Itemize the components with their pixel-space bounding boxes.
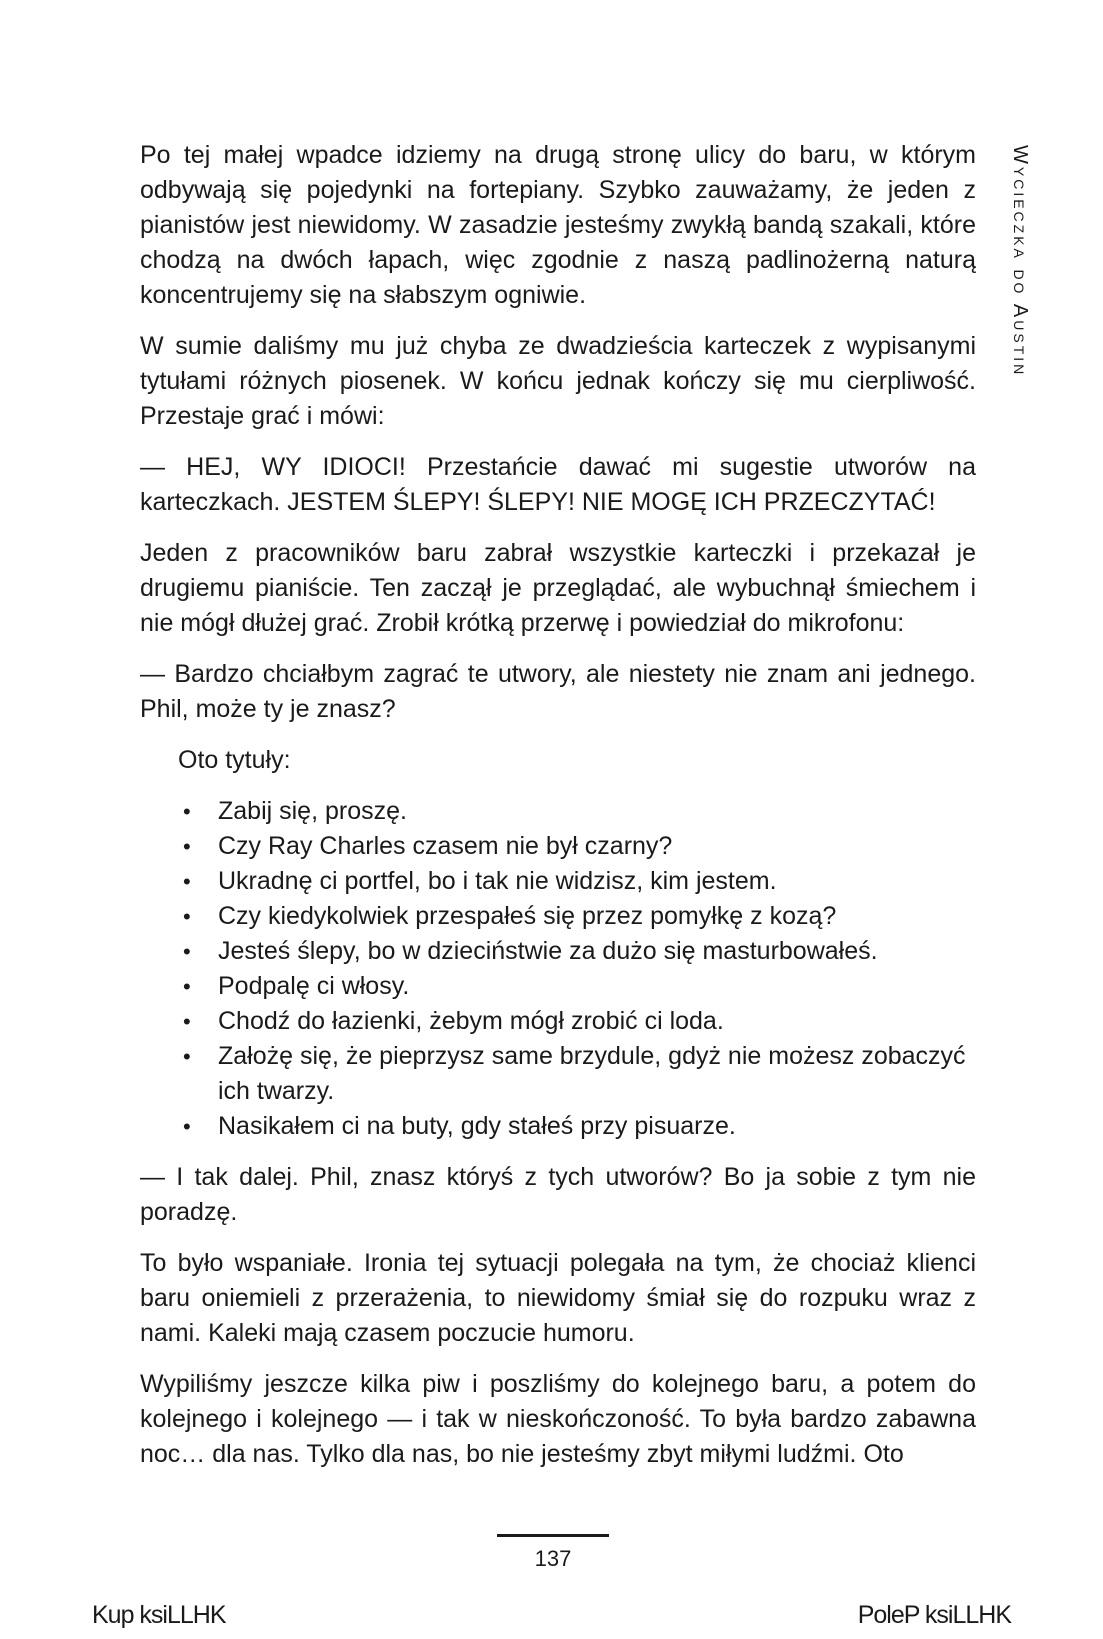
bullet-icon: • bbox=[183, 1009, 191, 1034]
list-item bbox=[140, 864, 976, 899]
paragraph: Po tej małej wpadce idziemy na drugą stronę ulicy do baru, w którym odbywają się pojedynki na fortepiany. Szybko zauważamy, że jeden z pianistów jest niewidomy. W zasadzie jesteśmy zwykłą bandą szakali, które chodzą na dwóch łapach, więc zgodnie z naszą padlinożerną naturą koncentrujemy się na słabszym ogniwie. bbox=[140, 141, 976, 309]
body-text bbox=[140, 138, 976, 1488]
list-item-text: Ukradnę ci portfel, bo i tak nie widzisz, kim jestem. bbox=[218, 867, 777, 895]
dialogue-paragraph: — I tak dalej. Phil, znasz któryś z tych utworów? Bo ja sobie z tym nie poradzę. bbox=[140, 1163, 976, 1226]
dialogue-paragraph: — Bardzo chciałbym zagrać te utwory, ale niestety nie znam ani jednego. Phil, może ty je znasz? bbox=[140, 660, 976, 723]
list-intro: Oto tytuły: bbox=[178, 746, 291, 774]
footer-buy-link[interactable]: Kup ksiLLHK bbox=[92, 1601, 226, 1629]
list-item bbox=[140, 1039, 976, 1109]
paragraph: W sumie daliśmy mu już chyba ze dwadzieścia karteczek z wypisanymi tytułami różnych piosenek. W końcu jednak kończy się mu cierpliwość. Przestaje grać i mówi: bbox=[140, 332, 976, 430]
paragraph: Wypiliśmy jeszcze kilka piw i poszliśmy do kolejnego baru, a potem do kolejnego i kolejnego — i tak w nieskończoność. To była bardzo zabawna noc… dla nas. Tylko dla nas, bo nie jesteśmy zbyt miłymi ludźmi. Oto bbox=[140, 1370, 976, 1468]
list-item-text: Jesteś ślepy, bo w dzieciństwie za dużo się masturbowałeś. bbox=[218, 937, 878, 965]
footer-recommend-link[interactable]: PoleP ksiLLHK bbox=[857, 1601, 1011, 1629]
list-item bbox=[140, 829, 976, 864]
list-item-text: Podpalę ci włosy. bbox=[218, 972, 410, 1000]
running-head: Wycieczka do Austin bbox=[1009, 145, 1031, 378]
bullet-icon: • bbox=[183, 974, 191, 999]
list-item-text: Nasikałem ci na buty, gdy stałeś przy pisuarze. bbox=[218, 1112, 736, 1140]
song-title-list bbox=[140, 794, 976, 1144]
list-item-text: Czy kiedykolwiek przespałeś się przez pomyłkę z kozą? bbox=[218, 902, 837, 930]
bullet-icon: • bbox=[183, 799, 191, 824]
bullet-icon: • bbox=[183, 869, 191, 894]
list-item bbox=[140, 899, 976, 934]
paragraph: To było wspaniałe. Ironia tej sytuacji polegała na tym, że chociaż klienci baru oniemieli z przerażenia, to niewidomy śmiał się do rozpuku wraz z nami. Kaleki mają czasem poczucie humoru. bbox=[140, 1249, 976, 1347]
page-number: 137 bbox=[534, 1546, 572, 1571]
list-item bbox=[140, 1004, 976, 1039]
bullet-icon: • bbox=[183, 1044, 191, 1069]
list-item bbox=[140, 1109, 976, 1144]
dialogue-paragraph: — HEJ, WY IDIOCI! Przestańcie dawać mi sugestie utworów na karteczkach. JESTEM ŚLEPY! ŚLEPY! NIE MOGĘ ICH PRZECZYTAĆ! bbox=[140, 453, 976, 516]
list-item-text: Chodź do łazienki, żebym mógł zrobić ci loda. bbox=[218, 1007, 724, 1035]
list-item-text: Założę się, że pieprzysz same brzydule, gdyż nie możesz zobaczyć ich twarzy. bbox=[218, 1042, 966, 1105]
folio-rule bbox=[497, 1534, 609, 1537]
paragraph: Jeden z pracowników baru zabrał wszystkie karteczki i przekazał je drugiemu pianiście. Ten zaczął je przeglądać, ale wybuchnął śmiechem i nie mógł dłużej grać. Zrobił krótką przerwę i powiedział do mikrofonu: bbox=[140, 539, 976, 637]
list-item bbox=[140, 794, 976, 829]
bullet-icon: • bbox=[183, 939, 191, 964]
bullet-icon: • bbox=[183, 904, 191, 929]
list-item-text: Czy Ray Charles czasem nie był czarny? bbox=[218, 832, 673, 860]
list-item-text: Zabij się, proszę. bbox=[218, 797, 407, 825]
bullet-icon: • bbox=[183, 1114, 191, 1139]
bullet-icon: • bbox=[183, 834, 191, 859]
list-item bbox=[140, 969, 976, 1004]
list-item bbox=[140, 934, 976, 969]
